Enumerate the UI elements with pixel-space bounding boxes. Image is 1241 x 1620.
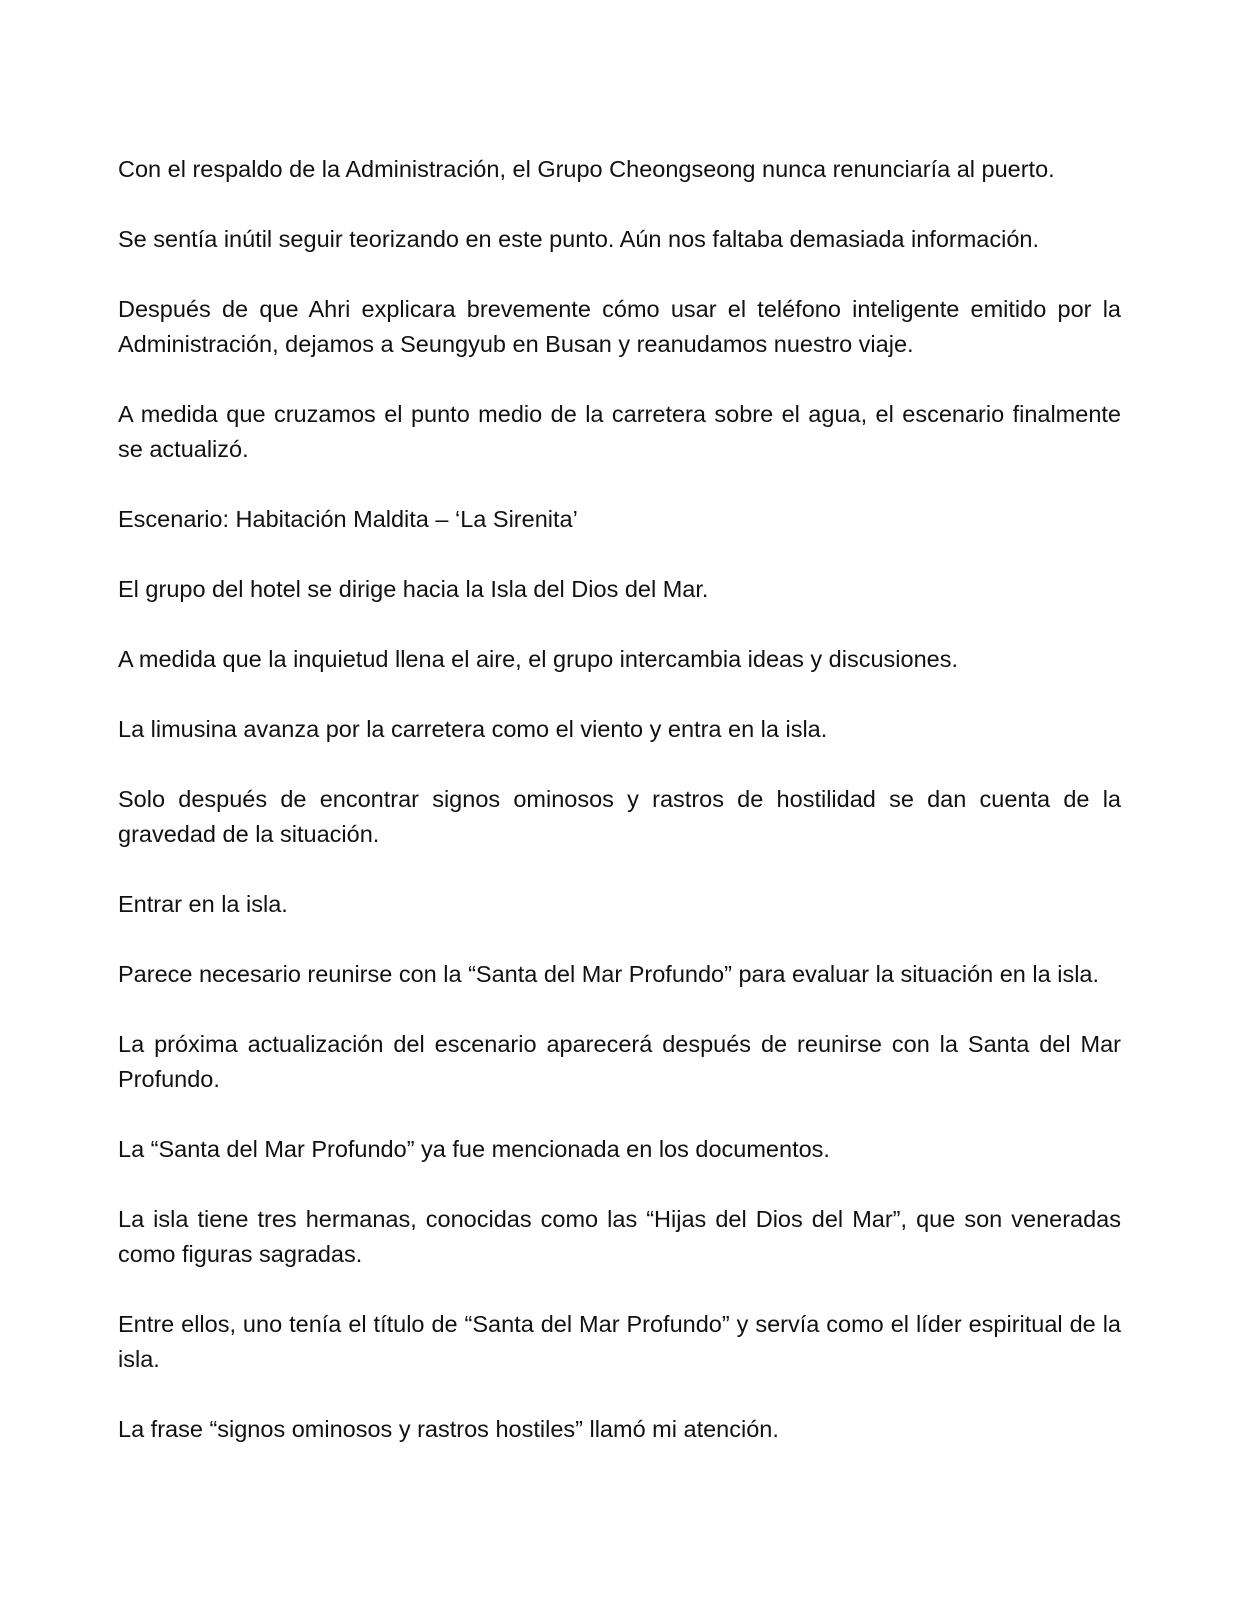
paragraph: Parece necesario reunirse con la “Santa del Mar Profundo” para evaluar la situación en la isla. xyxy=(118,961,1100,987)
paragraph: La próxima actualización del escenario aparecerá después de reunirse con la Santa del Mar Profundo. xyxy=(118,1031,1121,1092)
paragraph: Se sentía inútil seguir teorizando en este punto. Aún nos faltaba demasiada información. xyxy=(118,226,1040,252)
paragraph: Con el respaldo de la Administración, el Grupo Cheongseong nunca renunciaría al puerto. xyxy=(118,156,1055,182)
paragraph: Después de que Ahri explicara brevemente cómo usar el teléfono inteligente emitido por la Administración, dejamos a Seungyub en Busan y reanudamos nuestro viaje. xyxy=(118,296,1121,357)
paragraph: Entre ellos, uno tenía el título de “Santa del Mar Profundo” y servía como el líder espiritual de la isla. xyxy=(118,1311,1121,1372)
document-body xyxy=(118,152,1121,1482)
paragraph: A medida que la inquietud llena el aire, el grupo intercambia ideas y discusiones. xyxy=(118,646,958,672)
scenario-heading: Escenario: Habitación Maldita – ‘La Sirenita’ xyxy=(118,506,578,532)
paragraph: La isla tiene tres hermanas, conocidas como las “Hijas del Dios del Mar”, que son veneradas como figuras sagradas. xyxy=(118,1206,1121,1267)
paragraph: El grupo del hotel se dirige hacia la Isla del Dios del Mar. xyxy=(118,576,709,602)
paragraph: Solo después de encontrar signos ominosos y rastros de hostilidad se dan cuenta de la gravedad de la situación. xyxy=(118,786,1121,847)
paragraph: A medida que cruzamos el punto medio de la carretera sobre el agua, el escenario finalmente se actualizó. xyxy=(118,401,1121,462)
paragraph: La “Santa del Mar Profundo” ya fue mencionada en los documentos. xyxy=(118,1136,830,1162)
paragraph: Entrar en la isla. xyxy=(118,891,288,917)
paragraph: La limusina avanza por la carretera como el viento y entra en la isla. xyxy=(118,716,828,742)
paragraph: La frase “signos ominosos y rastros hostiles” llamó mi atención. xyxy=(118,1416,779,1442)
